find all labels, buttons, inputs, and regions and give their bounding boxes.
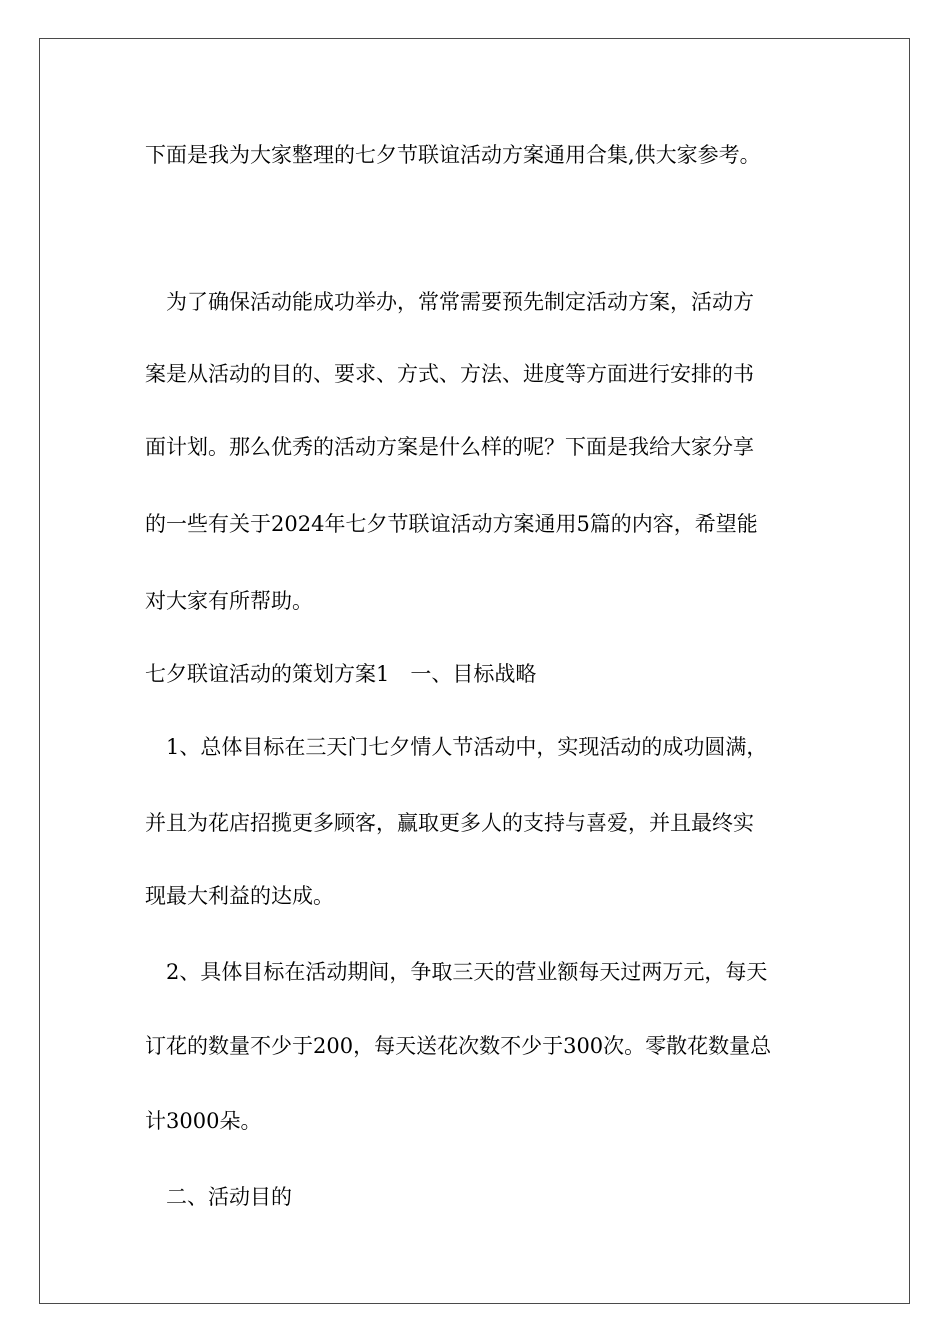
- paragraph-line: 面计划。那么优秀的活动方案是什么样的呢？下面是我给大家分享: [145, 435, 754, 459]
- paragraph-line: 案是从活动的目的、要求、方式、方法、进度等方面进行安排的书: [145, 362, 754, 386]
- paragraph-line: 的一些有关于2024年七夕节联谊活动方案通用5篇的内容，希望能: [145, 512, 758, 536]
- intro-text: 下面是我为大家整理的七夕节联谊活动方案通用合集,供大家参考。: [145, 143, 761, 167]
- section-heading: 七夕联谊活动的策划方案1 一、目标战略: [145, 662, 537, 686]
- paragraph-line: 计3000朵。: [145, 1109, 262, 1133]
- paragraph-line: 为了确保活动能成功举办，常常需要预先制定活动方案，活动方: [145, 290, 754, 314]
- paragraph-line: 对大家有所帮助。: [145, 589, 313, 613]
- paragraph-line: 2、具体目标在活动期间，争取三天的营业额每天过两万元，每天: [145, 960, 768, 984]
- paragraph-line: 现最大利益的达成。: [145, 884, 334, 908]
- paragraph-line: 订花的数量不少于200，每天送花次数不少于300次。零散花数量总: [145, 1034, 772, 1058]
- paragraph-line: 并且为花店招揽更多顾客，赢取更多人的支持与喜爱，并且最终实: [145, 811, 754, 835]
- paragraph-line: 1、总体目标在三天门七夕情人节活动中，实现活动的成功圆满，: [145, 735, 768, 759]
- section-heading: 二、活动目的: [145, 1185, 292, 1209]
